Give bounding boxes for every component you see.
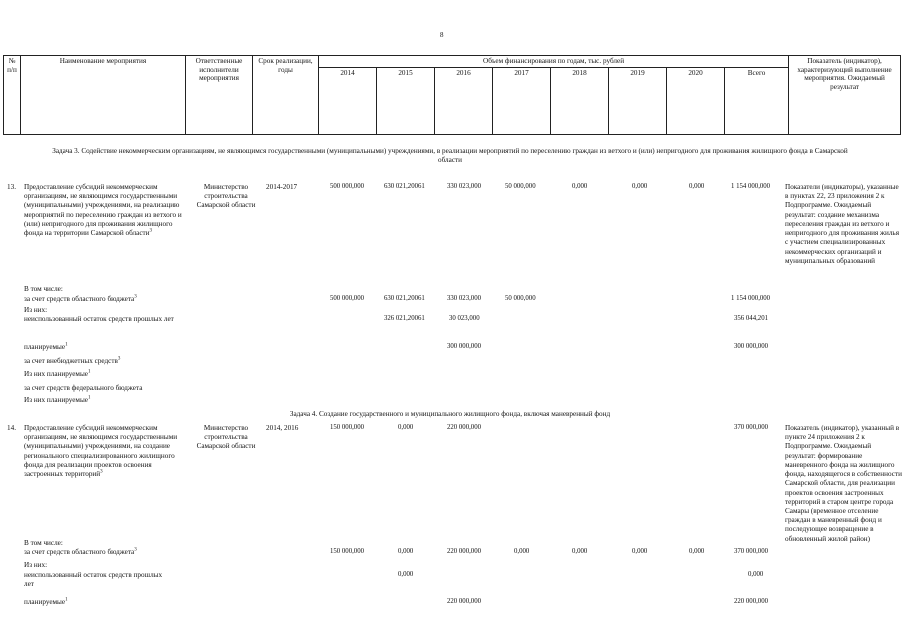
header-year: 2015 <box>377 67 435 134</box>
row14-no: 14. <box>7 424 16 432</box>
row14-regional-2019: 0,000 <box>632 548 648 555</box>
header-term: Срок реализации, годы <box>253 56 319 135</box>
row13-regional-2014: 500 000,000 <box>330 295 364 302</box>
row13-of-them: Из них: <box>24 306 48 314</box>
row14-value-2015: 0,000 <box>398 424 414 431</box>
row13-planned-2016: 300 000,000 <box>447 343 481 350</box>
page-number: 8 <box>440 31 444 39</box>
row14-planned-label: планируемые$^1$ <box>24 597 68 606</box>
row13-unused-2015: 326 021,20061 <box>384 315 425 322</box>
row13-federal-label: за счет средств федерального бюджета <box>24 384 143 392</box>
row14-regional-2020: 0,000 <box>689 548 705 555</box>
row13-regional-2016: 330 023,000 <box>447 295 481 302</box>
row13-regional-2015: 630 021,20061 <box>384 295 425 302</box>
row14-term: 2014, 2016 <box>266 424 299 432</box>
row13-incl: В том числе: <box>24 285 63 293</box>
header-year: 2020 <box>667 67 725 134</box>
row14-of-them: Из них: <box>24 561 48 569</box>
header-year: 2017 <box>493 67 551 134</box>
row13-regional-2017: 50 000,000 <box>505 295 536 302</box>
row13-of-them-planned-1: Из них планируемые$^1$ <box>24 369 91 378</box>
header-year: 2018 <box>551 67 609 134</box>
row13-regional-total: 1 154 000,000 <box>731 295 771 302</box>
row14-regional-2015: 0,000 <box>398 548 414 555</box>
row13-value-2020: 0,000 <box>689 183 705 190</box>
row13-executor: Министерство строительства Самарской области <box>196 183 256 210</box>
row13-indicator: Показатели (индикаторы), указанные в пунктах 22, 23 приложения 2 к Подпрограмме. Ожидаемый результат: создание механизма переселения граждан из ветхого и непригодного для проживания жилья с участием специализированных некоммерческих организаций и муниципальных образований <box>785 183 900 265</box>
row13-value-2016: 330 023,000 <box>447 183 481 190</box>
row13-planned-label: планируемые$^1$ <box>24 342 68 351</box>
header-no: № п/п <box>4 56 21 135</box>
row13-value-2014: 500 000,000 <box>330 183 364 190</box>
row14-unused-label: неиспользованный остаток средств прошлых лет <box>24 571 163 589</box>
row14-regional-total: 370 000,000 <box>734 548 768 555</box>
row14-name: Предоставление субсидий некоммерческим организациям, не являющимся государственными (муниципальными) учреждениями, на создание регионального специализированного жилищного фонда для реализации проектов освоения застроенных территорий$^3$ <box>24 424 178 479</box>
row13-value-2019: 0,000 <box>632 183 648 190</box>
row13-regional-label: за счет средств областного бюджета$^3$ <box>24 294 137 303</box>
row13-extrabudget-label: за счет внебюджетных средств$^3$ <box>24 356 121 365</box>
row13-value-2015: 630 021,20061 <box>384 183 425 190</box>
task4-title: Задача 4. Создание государственного и муниципального жилищного фонда, включая маневренный фонд <box>289 410 611 418</box>
row13-unused-total: 356 044,201 <box>734 315 768 322</box>
row14-unused-total: 0,000 <box>748 571 764 578</box>
row14-executor: Министерство строительства Самарской области <box>196 424 256 451</box>
row13-no: 13. <box>7 183 16 191</box>
row13-unused-2016: 30 023,000 <box>449 315 480 322</box>
row14-unused-2015: 0,000 <box>398 571 414 578</box>
row13-name: Предоставление субсидий некоммерческим организациям, не являющимся государственными (муниципальными) учреждениями, на реализацию мероприятий по переселению граждан из ветхого и (или) непригодного для проживания жилищного фонда на территории Самарской области$^3$ <box>24 183 182 238</box>
header-year: 2019 <box>609 67 667 134</box>
header-total: Всего <box>725 67 789 134</box>
row13-term: 2014-2017 <box>266 183 298 191</box>
header-executor: Ответственные исполнители мероприятия <box>186 56 253 135</box>
row14-indicator: Показатель (индикатор), указанный в пункте 24 приложения 2 к Подпрограмме. Ожидаемый результат: формирование маневренного фонда на жилищного фонда, находящегося в собственности Самарской области, для реализации проектов освоения застроенных территорий в старом центре города Самары (временное отселение граждан в маневренный фонд и последующее возвращение в обновленный жилой район) <box>785 424 902 543</box>
table-header <box>3 55 901 135</box>
row13-unused-label: неиспользованный остаток средств прошлых лет <box>24 315 174 323</box>
header-year: 2014 <box>319 67 377 134</box>
header-indicator: Показатель (индикатор), характеризующий выполнение мероприятия. Ожидаемый результат <box>789 56 901 135</box>
row14-total: 370 000,000 <box>734 424 768 431</box>
row14-regional-2017: 0,000 <box>514 548 530 555</box>
row14-planned-2016: 220 000,000 <box>447 598 481 605</box>
row14-regional-2014: 150 000,000 <box>330 548 364 555</box>
row14-incl: В том числе: <box>24 539 63 547</box>
row14-value-2014: 150 000,000 <box>330 424 364 431</box>
header-year: 2016 <box>435 67 493 134</box>
row14-regional-2016: 220 000,000 <box>447 548 481 555</box>
header-financing: Объем финансирования по годам, тыс. рублей <box>319 56 789 68</box>
row13-planned-total: 300 000,000 <box>734 343 768 350</box>
row13-value-2018: 0,000 <box>572 183 588 190</box>
row13-of-them-planned-2: Из них планируемые$^1$ <box>24 395 91 404</box>
row14-value-2016: 220 000,000 <box>447 424 481 431</box>
header-name: Наименование мероприятия <box>21 56 186 135</box>
row14-planned-total: 220 000,000 <box>734 598 768 605</box>
row13-value-2017: 50 000,000 <box>505 183 536 190</box>
row14-regional-2018: 0,000 <box>572 548 588 555</box>
row13-total: 1 154 000,000 <box>731 183 771 190</box>
task3-title: Задача 3. Содействие некоммерческим организациям, не являющимся государственными (муниципальными) учреждениями, в реализации мероприятий по переселению граждан из ветхого и (или) непригодного для проживания жилищного фонда в Самарской области <box>52 147 848 164</box>
row14-regional-label: за счет средств областного бюджета$^3$ <box>24 547 137 556</box>
